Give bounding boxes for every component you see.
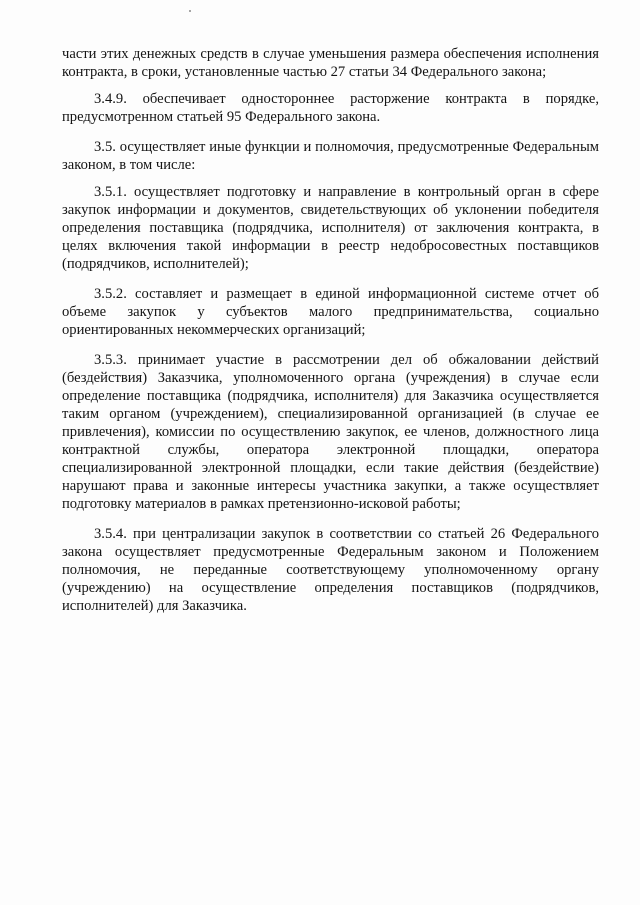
paragraph-3-4-9: 3.4.9. обеспечивает одностороннее расторжение контракта в порядке, предусмотренном статьей 95 Федерального закона. — [62, 91, 599, 125]
paragraph-3-5-4: 3.5.4. при централизации закупок в соответствии со статьей 26 Федерального закона осуществляет предусмотренные Федеральным законом и Положением полномочия, не переданные соответствующему уполномоченному органу (учреждению) на осуществление определения поставщиков (подрядчиков, исполнителей) для Заказчика. — [62, 526, 599, 614]
paragraph-3-5-3: 3.5.3. принимает участие в рассмотрении дел об обжаловании действий (бездействия) Заказчика, уполномоченного органа (учреждения) в случае если определение поставщика (подрядчика, исполнителя) для Заказчика осуществляется таким органом (учреждением), специализированной организацией (в случае ее привлечения), комиссии по осуществлению закупок, ее членов, должностного лица контрактной службы, оператора электронной площадки, оператора специализированной электронной площадки, если такие действия (бездействие) нарушают права и законные интересы участника закупки, а также осуществляет подготовку материалов в рамках претензионно-исковой работы; — [62, 352, 599, 512]
paragraph-continuation: части этих денежных средств в случае уменьшения размера обеспечения исполнения контракта, в сроки, установленные частью 27 статьи 34 Федерального закона; — [62, 46, 599, 80]
paragraph-3-5: 3.5. осуществляет иные функции и полномочия, предусмотренные Федеральным законом, в том числе: — [62, 139, 599, 173]
paragraph-3-5-1: 3.5.1. осуществляет подготовку и направление в контрольный орган в сфере закупок информации и документов, свидетельствующих об уклонении победителя определения поставщика (подрядчика, исполнителя) от заключения контракта, в целях включения такой информации в реестр недобросовестных поставщиков (подрядчиков, исполнителей); — [62, 184, 599, 272]
paragraph-3-5-2: 3.5.2. составляет и размещает в единой информационной системе отчет об объеме закупок у субъектов малого предпринимательства, социально ориентированных некоммерческих организаций; — [62, 286, 599, 338]
scan-speck — [189, 10, 191, 12]
document-body — [62, 45, 599, 627]
